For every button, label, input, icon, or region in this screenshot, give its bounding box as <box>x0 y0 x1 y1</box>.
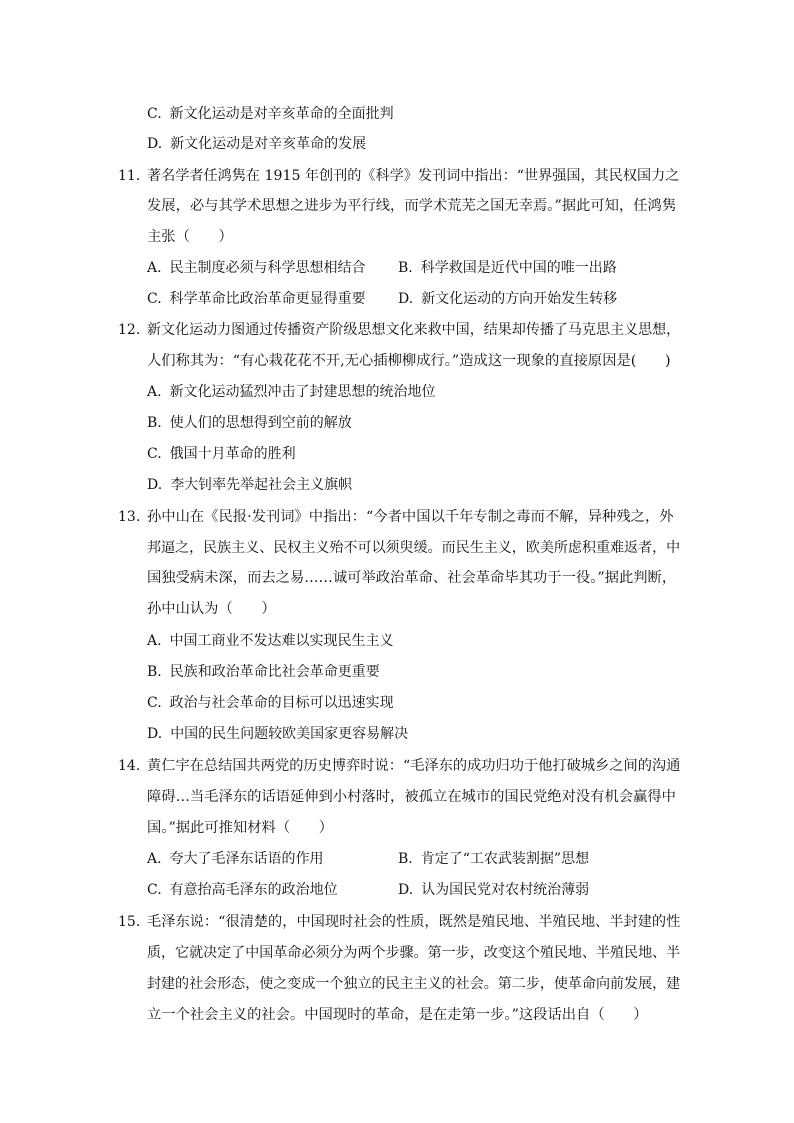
q13-stem-line-4: 孙中山认为（ ） <box>147 601 276 617</box>
option-text: 中国工商业不发达难以实现民生主义 <box>169 633 394 649</box>
q11-option-b[interactable] <box>398 258 617 278</box>
option-text: 认为国民党对农村统治薄弱 <box>421 882 590 898</box>
option-letter: C. <box>147 695 162 711</box>
option-letter: C. <box>147 291 162 307</box>
option-letter: D. <box>398 291 414 307</box>
q13-stem-line-3: 国独受病未深，而去之易……诚可举政治革命、社会革命毕其功于一役。”据此判断， <box>147 570 677 586</box>
option-letter: B. <box>147 664 162 680</box>
q14-option-c[interactable] <box>147 880 338 900</box>
option-text: 新文化运动猛烈冲击了封建思想的统治地位 <box>169 384 436 400</box>
option-letter: C. <box>147 446 162 462</box>
q15-stem-line-1: 毛泽东说：“很清楚的，中国现时社会的性质，既然是殖民地、半殖民地、半封建的性 <box>147 914 681 930</box>
q14-option-a[interactable] <box>147 849 324 869</box>
option-letter: A. <box>147 851 162 867</box>
q11-stem-line-1: 著名学者任鸿隽在 1915 年创刊的《科学》发刊词中指出：“世界强国，其民权国力之 <box>147 168 680 184</box>
q12-option-d[interactable] <box>147 475 352 495</box>
option-letter: D. <box>147 477 163 493</box>
option-text: 政治与社会革命的目标可以迅速实现 <box>169 695 394 711</box>
option-text: 新文化运动是对辛亥革命的发展 <box>170 136 367 152</box>
option-text: 使人们的思想得到空前的解放 <box>169 415 352 431</box>
q10-option-c[interactable] <box>147 104 394 124</box>
q14-number: 14. <box>118 758 141 774</box>
q13-option-c[interactable] <box>147 693 394 713</box>
option-letter: B. <box>398 260 413 276</box>
option-text: 科学救国是近代中国的唯一出路 <box>420 260 617 276</box>
option-letter: D. <box>147 136 163 152</box>
q14-stem-line-2: 障碍…当毛泽东的话语延伸到小村落时，被孤立在城市的国民党绝对没有机会赢得中 <box>147 789 676 805</box>
q11-option-a[interactable] <box>147 258 366 278</box>
q15-stem-line-4: 立一个社会主义的社会。中国现时的革命，是在走第一步。”这段话出自（ ） <box>147 1007 648 1023</box>
q14-option-b[interactable] <box>398 849 589 869</box>
q12-option-b[interactable] <box>147 413 352 433</box>
q14-option-d[interactable] <box>398 880 589 900</box>
option-text: 俄国十月革命的胜利 <box>169 446 296 462</box>
option-text: 民主制度必须与科学思想相结合 <box>169 260 366 276</box>
option-text: 中国的民生问题较欧美国家更容易解决 <box>170 726 409 742</box>
option-text: 新文化运动是对辛亥革命的全面批判 <box>169 106 394 122</box>
q13-stem-line-2: 邦逼之，民族主义、民权主义殆不可以须臾缓。而民生主义，欧美所虑积重难返者，中 <box>147 540 681 556</box>
q13-number: 13. <box>118 509 141 525</box>
q10-option-d[interactable] <box>147 134 366 154</box>
q12-stem-line-1: 新文化运动力图通过传播资产阶级思想文化来救中国，结果却传播了马克思主义思想， <box>147 322 681 338</box>
option-letter: A. <box>147 633 162 649</box>
q14-stem-line-1: 黄仁宇在总结国共两党的历史博弈时说：“毛泽东的成功归功于他打破城乡之间的沟通 <box>147 758 681 774</box>
option-text: 科学革命比政治革命更显得重要 <box>169 291 366 307</box>
q15-stem-line-3: 封建的社会形态，使之变成一个独立的民主主义的社会。第二步，使革命向前发展，建 <box>147 976 681 992</box>
option-text: 夸大了毛泽东话语的作用 <box>169 851 324 867</box>
option-letter: C. <box>147 106 162 122</box>
q13-stem-line-1: 孙中山在《民报·发刊词》中指出：“今者中国以千年专制之毒而不解，异种残之，外 <box>147 509 674 525</box>
q14-stem-line-3: 国。”据此可推知材料（ ） <box>147 820 334 836</box>
q11-stem-line-3: 主张（ ） <box>147 229 233 245</box>
q12-stem-line-2: 人们称其为：“有心栽花花不开,无心插柳柳成行。”造成这一现象的直接原因是( ) <box>147 353 671 369</box>
q15-number: 15. <box>118 914 141 930</box>
option-text: 新文化运动的方向开始发生转移 <box>421 291 618 307</box>
q13-option-b[interactable] <box>147 662 380 682</box>
q13-option-a[interactable] <box>147 631 394 651</box>
q11-option-d[interactable] <box>398 289 617 309</box>
option-text: 肯定了“工农武装割据”思想 <box>420 851 590 867</box>
q15-stem-line-2: 质，它就决定了中国革命必须分为两个步骤。第一步，改变这个殖民地、半殖民地、半 <box>147 945 681 961</box>
option-letter: B. <box>147 415 162 431</box>
q12-option-a[interactable] <box>147 382 436 402</box>
option-letter: D. <box>398 882 414 898</box>
option-text: 有意抬高毛泽东的政治地位 <box>169 882 338 898</box>
option-letter: C. <box>147 882 162 898</box>
option-letter: D. <box>147 726 163 742</box>
option-letter: B. <box>398 851 413 867</box>
q12-option-c[interactable] <box>147 444 296 464</box>
option-text: 李大钊率先举起社会主义旗帜 <box>170 477 353 493</box>
q13-option-d[interactable] <box>147 724 408 744</box>
q12-number: 12. <box>118 322 141 338</box>
option-letter: A. <box>147 260 162 276</box>
q11-number: 11. <box>118 168 141 184</box>
option-text: 民族和政治革命比社会革命更重要 <box>169 664 380 680</box>
q11-stem-line-2: 发展，必与其学术思想之进步为平行线，而学术荒芜之国无幸焉。”据此可知，任鸿隽 <box>147 198 677 214</box>
q11-option-c[interactable] <box>147 289 366 309</box>
option-letter: A. <box>147 384 162 400</box>
